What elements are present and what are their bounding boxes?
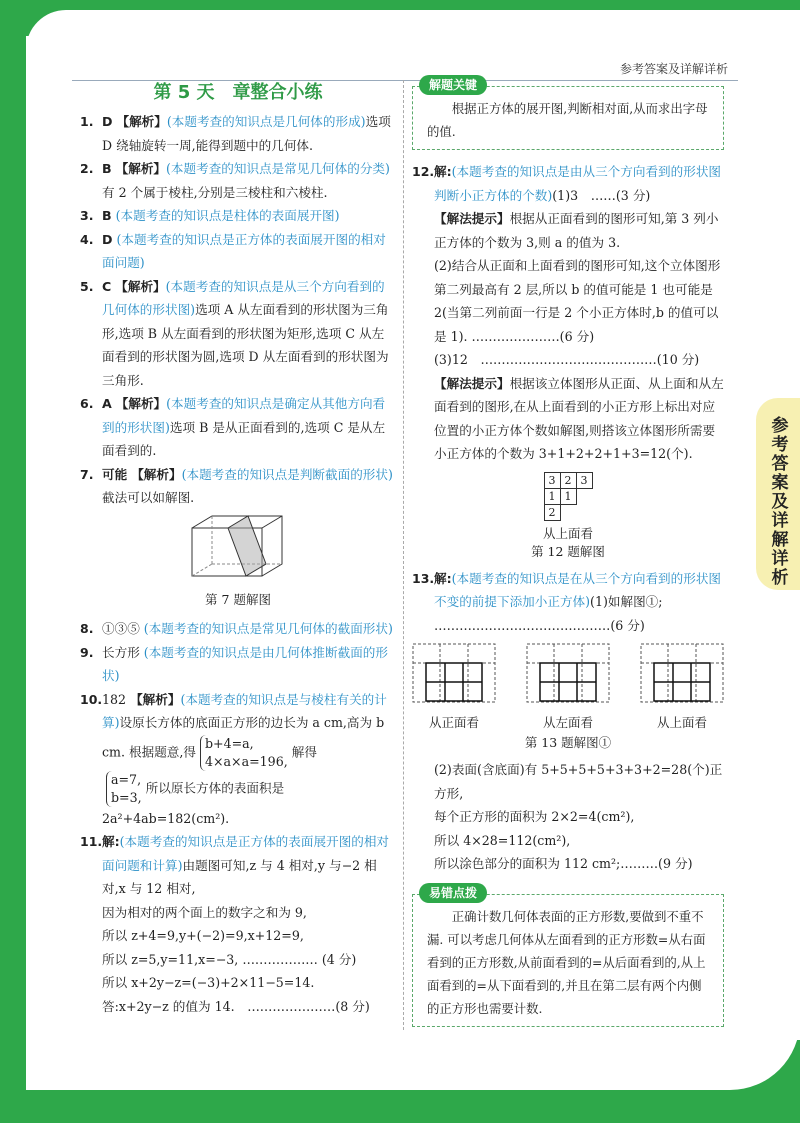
left-view-grid	[526, 643, 610, 703]
answer: C	[102, 278, 112, 294]
answer: 解:	[434, 570, 452, 586]
knowledge-note: (本题考查的知识点是从三个方向看到的几何体的形状图)	[102, 278, 385, 317]
question-13	[412, 567, 724, 638]
grid-cell-empty	[576, 504, 592, 520]
knowledge-note: (本题考查的知识点是正方体的表面展开图的相对面问题和计算)	[102, 834, 390, 873]
tip-text: 根据从正面看到的图形可知,第 3 列小正方体的个数为 3,则 a 的值为 3.	[434, 211, 719, 250]
analysis-tag: 【解析】	[131, 466, 182, 482]
knowledge-note: (本题考查的知识点是判断截面的形状)	[181, 466, 393, 482]
q-number: 12.	[412, 164, 435, 179]
knowledge-note: (本题考查的知识点是几何体的形成)	[166, 114, 366, 129]
top-view-grid	[544, 472, 593, 521]
step-line: 所以涂色部分的面积为 112 cm²;………(9 分)	[434, 856, 693, 871]
part-2: (2)表面(含底面)有 5+5+5+5+3+3+2=28(个)正方形,	[434, 762, 723, 801]
side-tab	[756, 398, 800, 590]
tip-tag: 【解法提示】	[434, 375, 510, 391]
explanation: 选项 A 从左面看到的形状图为三角形,选项 B 从左面看到的形状图为矩形,选项 C 从左面看到的形状图为圆,选项 D 从左面看到的形状图为三角形.	[102, 302, 389, 388]
answer: 解:	[434, 164, 452, 179]
q7-caption: 第 7 题解图	[205, 592, 271, 607]
side-tab-label: 参考答案及详解详析	[767, 416, 788, 587]
left-green-border	[0, 0, 26, 1123]
step-line: 所以 x+2y−z=(−3)+2×11−5=14.	[102, 975, 315, 990]
explanation: 选项 B 是从正面看到的,选项 C 是从左面看到的.	[102, 419, 386, 458]
right-column	[412, 80, 724, 1033]
question-4	[80, 228, 396, 275]
grid-cell: 3	[544, 472, 560, 488]
grid-cell-empty	[576, 488, 592, 504]
part-1: (1)如解图①; ……………………………………(6 分)	[434, 594, 663, 633]
answer: 长方形	[102, 644, 140, 660]
tip-tag: 【解法提示】	[434, 211, 510, 226]
question-3	[80, 204, 396, 228]
question-7	[80, 463, 396, 510]
part-2: (2)结合从正面和上面看到的图形可知,这个立体图形第二列最高有 2 层,所以 b 的值可能是 1 也可能是 2(当第二列前面一行是 2 个小正方体时,b 的值可以是 1). …………………(6 分)	[434, 258, 721, 344]
front-view	[412, 643, 496, 734]
question-5	[80, 275, 396, 393]
q-number: 7.	[80, 466, 94, 482]
q-number: 13.	[412, 570, 435, 586]
knowledge-note: (本题考查的知识点是柱体的表面展开图)	[115, 208, 340, 223]
q13-caption: 第 13 题解图①	[524, 735, 612, 750]
question-9	[80, 641, 396, 688]
equation: b+4=a,	[204, 735, 254, 751]
key-point-box	[412, 78, 724, 150]
question-11	[80, 830, 396, 1018]
analysis-tag: 【解析】	[115, 161, 166, 176]
answer: A	[102, 396, 112, 411]
step-line: 每个正方形的面积为 2×2=4(cm²),	[434, 809, 635, 824]
answer: B	[102, 208, 112, 223]
top-view-grid	[640, 643, 724, 703]
column-divider	[403, 80, 404, 1030]
step-line: 所以 z+4=9,y+(−2)=9,x+12=9,	[102, 928, 304, 943]
grid-cell: 3	[576, 472, 592, 488]
step-line: 答:x+2y−z 的值为 14. …………………(8 分)	[102, 998, 370, 1014]
explanation: 选项 D 绕轴旋转一周,能得到题中的几何体.	[102, 114, 391, 153]
key-point-text: 根据正方体的展开图,判断相对面,从而求出字母的值.	[427, 101, 708, 139]
question-6	[80, 392, 396, 463]
question-13-part2	[412, 758, 724, 876]
grid-cell: 2	[544, 504, 560, 520]
q12-figure	[412, 472, 724, 521]
key-point-badge: 解题关键	[419, 75, 487, 95]
q-number: 1.	[80, 114, 94, 129]
knowledge-note: (本题考查的知识点是由从三个方向看到的形状图判断小正方体的个数)	[434, 164, 722, 203]
view-label: 从正面看	[428, 714, 479, 730]
q-number: 9.	[80, 644, 94, 660]
view-label: 从左面看	[542, 714, 593, 730]
analysis-tag: 【解析】	[130, 691, 181, 707]
equation-system	[200, 735, 288, 771]
error-tip-text: 正确计数几何体表面的正方形数,要做到不重不漏. 可以考虑几何体从左面看到的正方形数=从右面看到的正方形数,从前面看到的=从后面看到的,从上面看到的=从下面看到的,并且在第二层有两个内侧的正方形也需要计数.	[427, 908, 706, 1016]
q-number: 5.	[80, 278, 94, 294]
answer: D	[102, 114, 113, 129]
grid-cell-empty	[560, 504, 576, 520]
grid-cell: 2	[560, 472, 576, 488]
step-line: 因为相对的两个面上的数字之和为 9,	[102, 904, 307, 920]
part-3: (3)12 ……………………………………(10 分)	[434, 352, 700, 367]
q-number: 10.	[80, 691, 103, 707]
q-number: 11.	[80, 834, 103, 849]
grid-cell: 1	[544, 488, 560, 504]
knowledge-note: (本题考查的知识点是确定从其他方向看到的形状图)	[102, 396, 386, 435]
knowledge-note: (本题考查的知识点是由几何体推断截面的形状)	[102, 644, 388, 683]
error-tip-box	[412, 885, 724, 1027]
solve-text: 解得	[291, 744, 317, 759]
q-number: 6.	[80, 396, 94, 411]
step-line: 所以 4×28=112(cm²),	[434, 832, 571, 848]
explanation: 由题图可知,z 与 4 相对,y 与−2 相对,x 与 12 相对,	[102, 857, 377, 896]
explanation: 设原长方体的底面正方形的边长为 a cm,高为 b cm. 根据题意,得	[102, 715, 385, 759]
grid-cell: 1	[560, 488, 576, 504]
analysis-tag: 【解析】	[115, 396, 167, 411]
analysis-tag: 【解析】	[116, 114, 167, 129]
error-tip-badge: 易错点拨	[419, 883, 487, 903]
explanation: 所以原长方体的表面积是 2a²+4ab=182(cm²).	[102, 780, 285, 826]
tip-text: 根据该立体图形从正面、从上面和从左面看到的图形,在从上面看到的小正方形上标出对应位置的小正方体个数如解图,则搭该立体图形所需要小正方体的个数为 3+1+2+2+1+3=12(个).	[434, 375, 724, 461]
q12-caption: 第 12 题解图	[531, 543, 605, 559]
equation: 4×a×a=196,	[204, 753, 288, 769]
left-column	[80, 80, 396, 1018]
knowledge-note: (本题考查的知识点是在从三个方向看到的形状图不变的前提下添加小正方体)	[434, 570, 722, 609]
solution: b=3,	[111, 789, 142, 805]
knowledge-note: (本题考查的知识点是常见几何体的截面形状)	[143, 621, 393, 636]
question-8	[80, 617, 396, 641]
part-1: (1)3 ……(3 分)	[552, 187, 651, 203]
question-1	[80, 110, 396, 157]
left-view	[526, 643, 610, 734]
q-number: 2.	[80, 161, 94, 176]
analysis-tag: 【解析】	[115, 278, 166, 294]
front-view-grid	[412, 643, 496, 703]
solution: a=7,	[111, 771, 142, 787]
answer: B	[102, 161, 112, 176]
solution-system	[106, 771, 142, 807]
answer: ①③⑤	[102, 621, 140, 636]
knowledge-note: (本题考查的知识点是正方体的表面展开图的相对面问题)	[102, 231, 386, 270]
top-view	[640, 643, 724, 734]
q12-view-label: 从上面看	[542, 525, 593, 541]
answer: 可能	[102, 466, 128, 482]
step-line: 所以 z=5,y=11,x=−3, ……………… (4 分)	[102, 951, 357, 967]
explanation: 有 2 个属于棱柱,分别是三棱柱和六棱柱.	[102, 184, 328, 200]
q7-figure	[80, 514, 396, 588]
answer: 解:	[102, 834, 120, 849]
q-number: 8.	[80, 621, 94, 636]
q-number: 3.	[80, 208, 94, 223]
knowledge-note: (本题考查的知识点是常见几何体的分类)	[166, 161, 390, 176]
question-12	[412, 160, 724, 466]
running-header: 参考答案及详解详析	[619, 62, 728, 76]
explanation: 截法可以如解图.	[102, 490, 195, 505]
section-title: 第 5 天 章整合小练	[153, 82, 323, 103]
question-10	[80, 688, 396, 831]
q-number: 4.	[80, 231, 94, 247]
knowledge-note: (本题考查的知识点是与棱柱有关的计算)	[102, 691, 387, 730]
answer: D	[102, 231, 113, 247]
question-2	[80, 157, 396, 204]
answer: 182	[102, 691, 127, 707]
q13-views	[412, 643, 724, 734]
view-label: 从上面看	[656, 714, 707, 730]
cube-section-diagram	[188, 514, 288, 580]
